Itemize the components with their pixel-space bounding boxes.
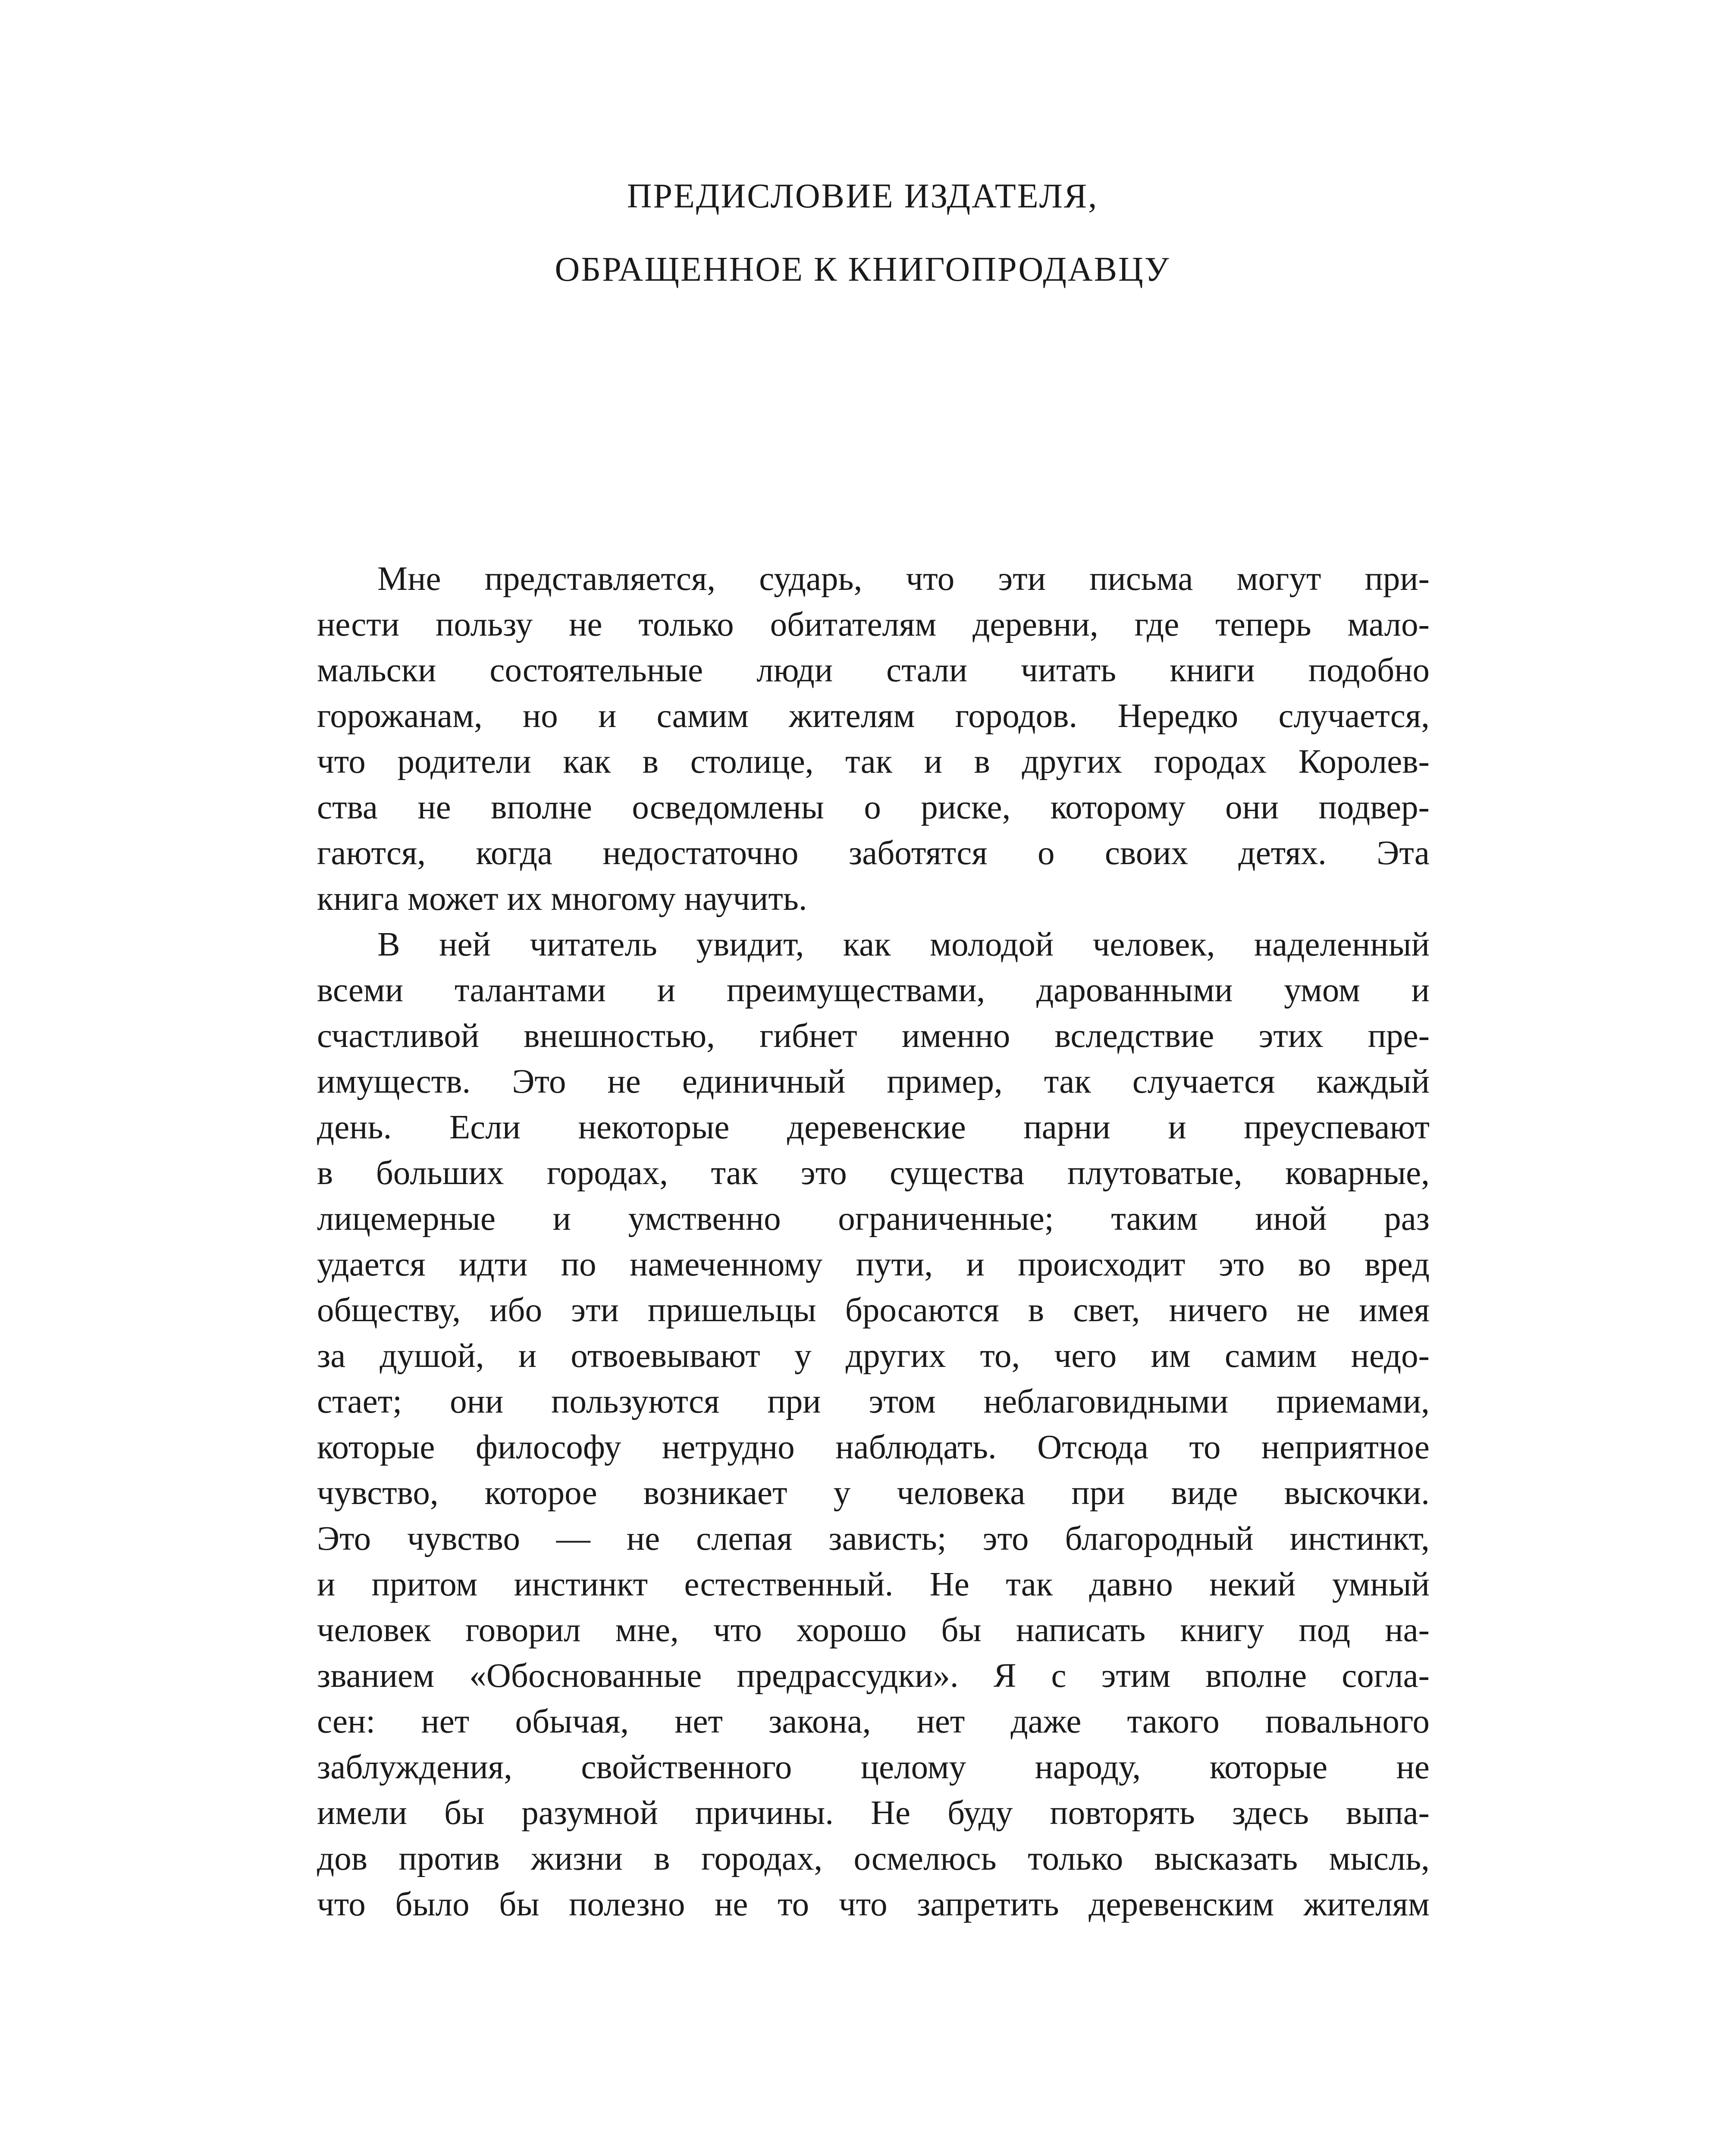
paragraph-2-line: чувство, которое возникает у человека при виде выскочки.: [317, 1474, 1430, 1512]
paragraph-2-line: обществу, ибо эти пришельцы бросаются в свет, ничего не имея: [317, 1291, 1430, 1329]
paragraph-1-line: Мне представляется, сударь, что эти письма могут при-: [377, 560, 1430, 598]
paragraph-2-line: человек говорил мне, что хорошо бы написать книгу под на-: [317, 1611, 1430, 1649]
paragraph-1-line: книга может их многому научить.: [317, 880, 807, 918]
paragraph-1-line: нести пользу не только обитателям деревни, где теперь мало-: [317, 606, 1430, 643]
title-line-2: ОБРАЩЕННОЕ К КНИГОПРОДАВЦУ: [555, 251, 1170, 288]
paragraph-2-line: дов против жизни в городах, осмелюсь только высказать мысль,: [317, 1840, 1430, 1877]
paragraph-2-line: званием «Обоснованные предрассудки». Я с этим вполне согла-: [317, 1657, 1430, 1695]
paragraph-2-line: сен: нет обычая, нет закона, нет даже такого повального: [317, 1703, 1430, 1740]
paragraph-1-line: что родители как в столице, так и в других городах Королев-: [317, 743, 1430, 780]
paragraph-2-line: стает; они пользуются при этом неблаговидными приемами,: [317, 1383, 1430, 1420]
paragraph-2-line: за душой, и отвоевывают у других то, чего им самим недо-: [317, 1337, 1430, 1375]
page-title: [0, 160, 1725, 306]
paragraph-2-line: и притом инстинкт естественный. Не так давно некий умный: [317, 1566, 1430, 1603]
paragraph-2-line: Это чувство — не слепая зависть; это благородный инстинкт,: [317, 1520, 1430, 1557]
paragraph-2-line: В ней читатель увидит, как молодой человек, наделенный: [377, 926, 1430, 963]
paragraph-2-line: имуществ. Это не единичный пример, так случается каждый: [317, 1063, 1430, 1100]
paragraph-2-line: в больших городах, так это существа плутоватые, коварные,: [317, 1154, 1430, 1192]
paragraph-2-line: лицемерные и умственно ограниченные; таким иной раз: [317, 1200, 1430, 1238]
paragraph-2-line: удается идти по намеченному пути, и происходит это во вред: [317, 1246, 1430, 1283]
paragraph-2-line: которые философу нетрудно наблюдать. Отсюда то неприятное: [317, 1429, 1430, 1466]
paragraph-2-line: всеми талантами и преимуществами, дарованными умом и: [317, 971, 1430, 1009]
title-line-1: ПРЕДИСЛОВИЕ ИЗДАТЕЛЯ,: [627, 177, 1098, 215]
paragraph-1-line: гаются, когда недостаточно заботятся о своих детях. Эта: [317, 834, 1430, 872]
paragraph-2-line: счастливой внешностью, гибнет именно вследствие этих пре-: [317, 1017, 1430, 1055]
paragraph-1-line: ства не вполне осведомлены о риске, которому они подвер-: [317, 789, 1430, 826]
paragraph-2-line: день. Если некоторые деревенские парни и преуспевают: [317, 1109, 1430, 1146]
paragraph-2-line: что было бы полезно не то что запретить деревенским жителям: [317, 1886, 1430, 1923]
paragraph-2-line: имели бы разумной причины. Не буду повторять здесь выпа-: [317, 1794, 1430, 1832]
paragraph-2-line: заблуждения, свойственного целому народу, которые не: [317, 1749, 1430, 1786]
paragraph-1-line: мальски состоятельные люди стали читать книги подобно: [317, 652, 1430, 689]
body-text: [317, 556, 1430, 1927]
paragraph-1-line: горожанам, но и самим жителям городов. Нередко случается,: [317, 697, 1430, 735]
